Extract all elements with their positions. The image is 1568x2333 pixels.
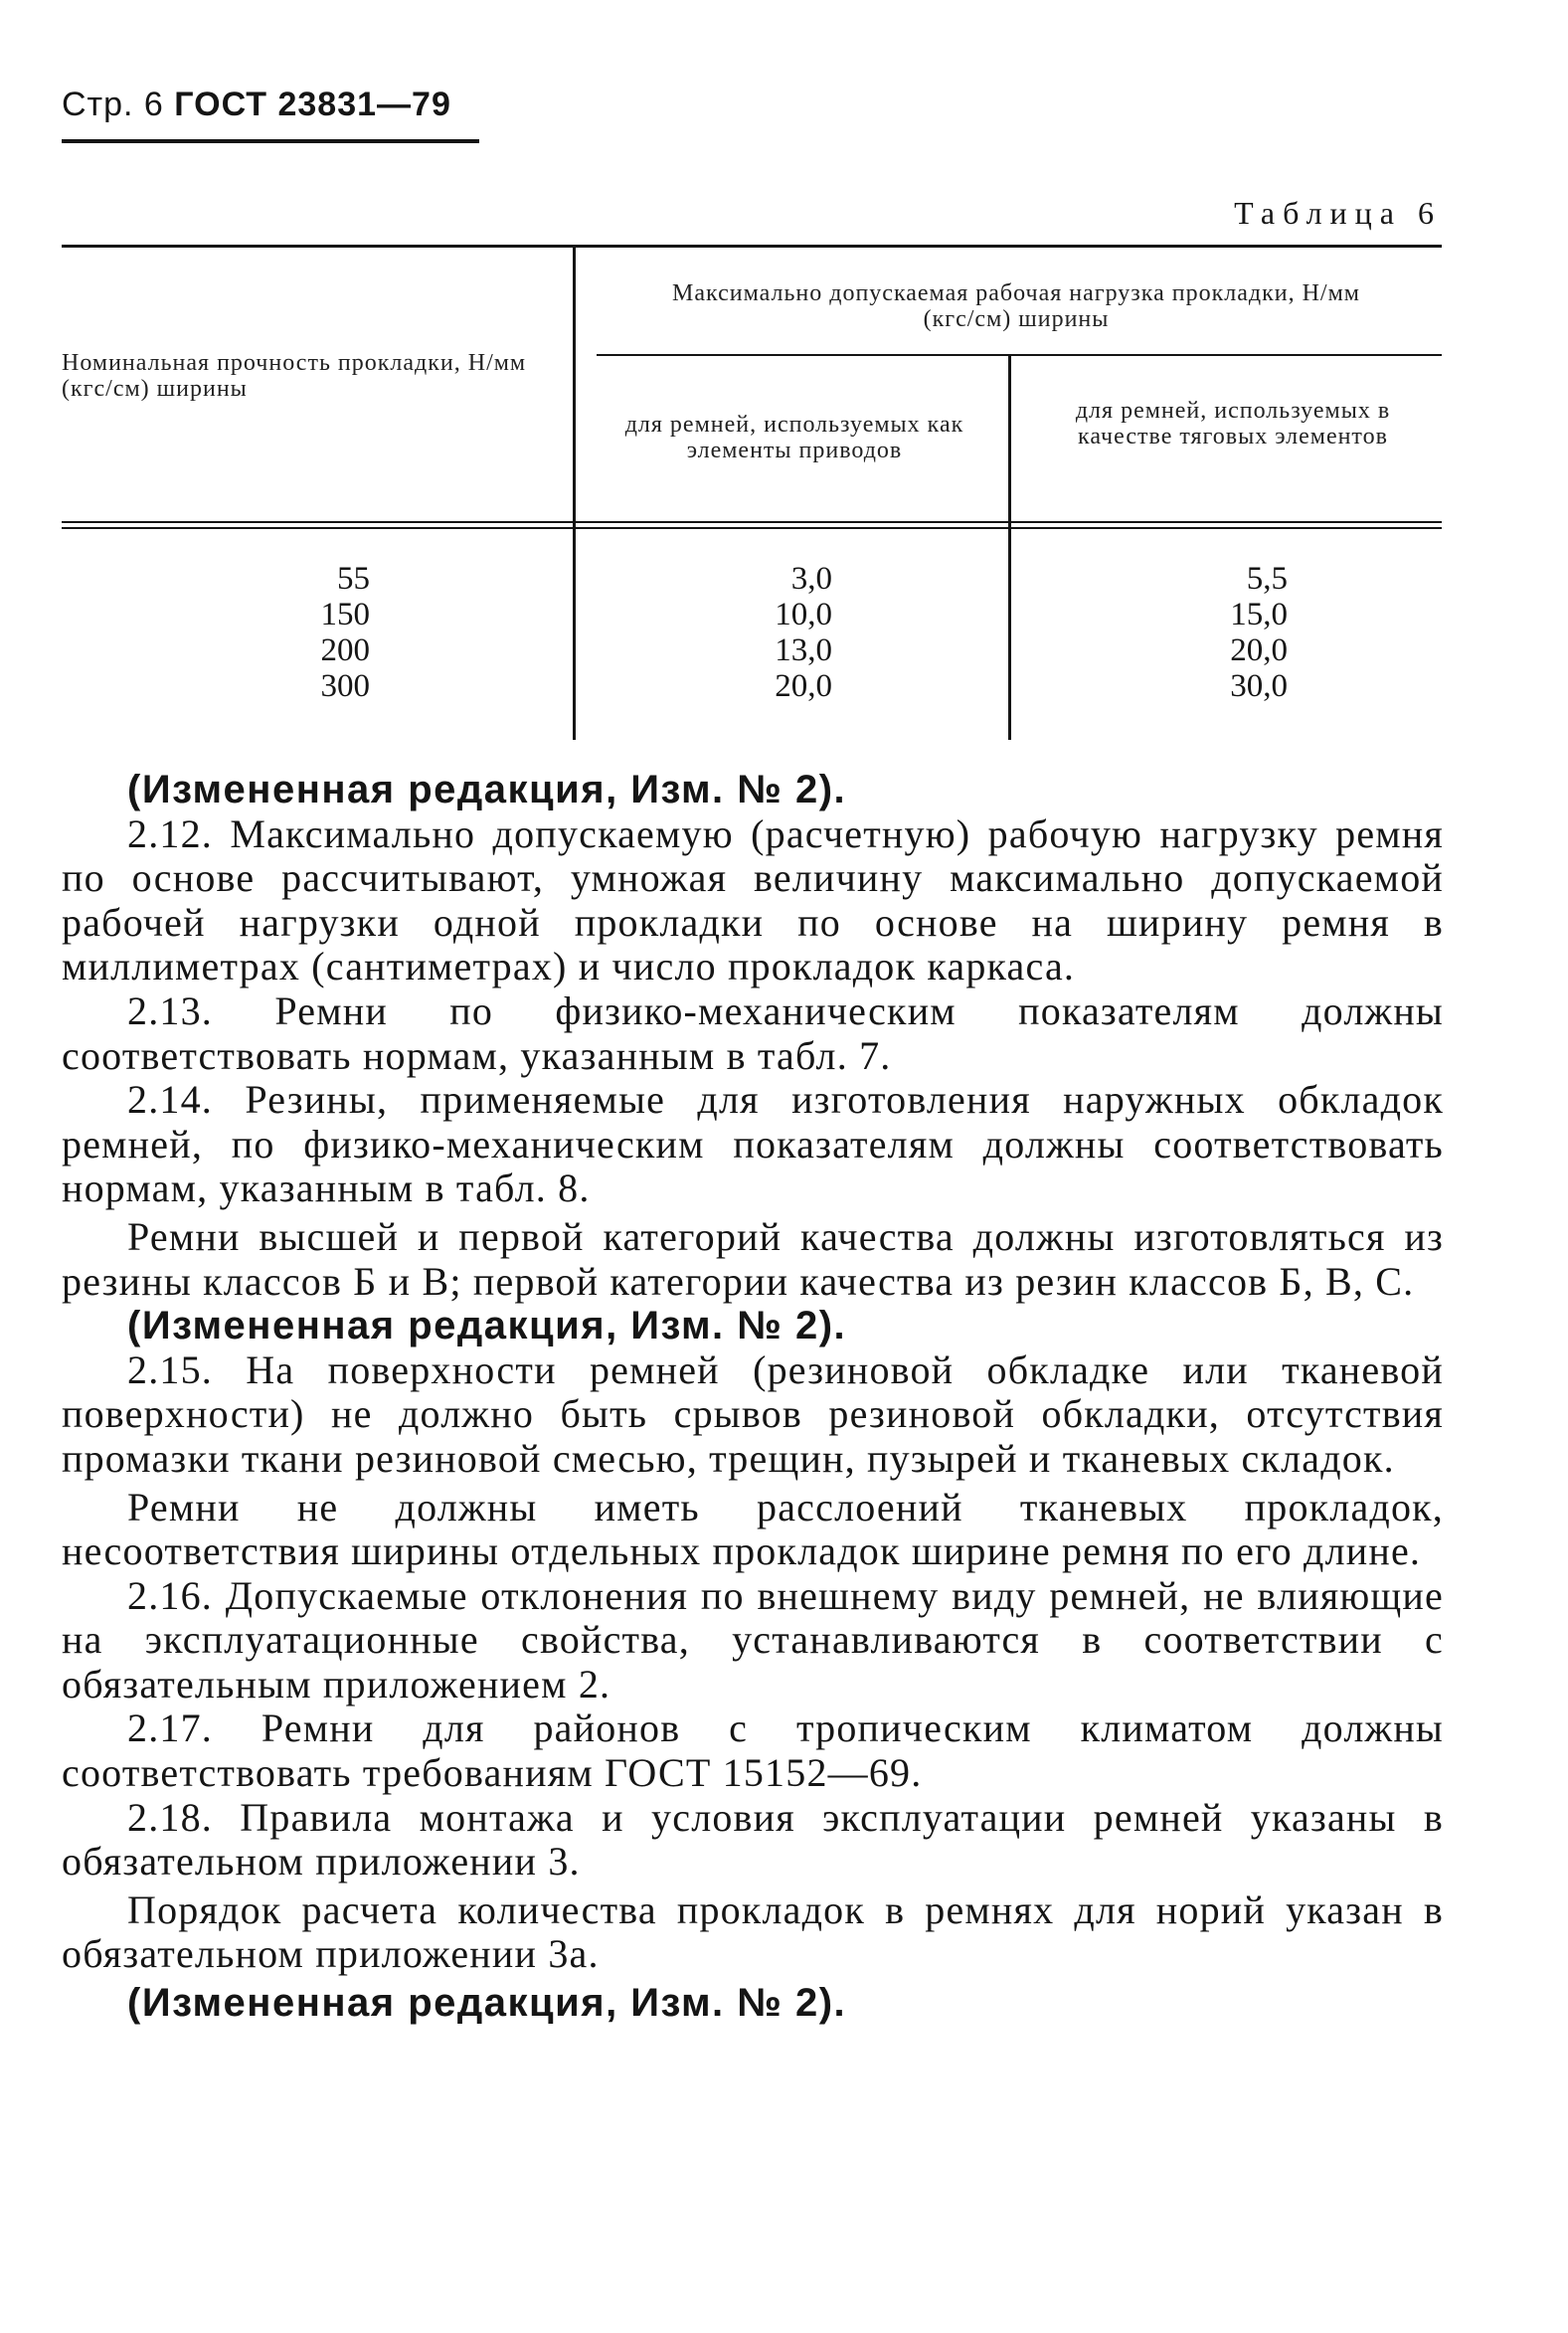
col-traction-header: для ремней, используемых в качестве тяговых элементов: [1075, 398, 1391, 449]
header-bottom-rule-1: [62, 521, 1442, 523]
paragraph-2-16: 2.16. Допускаемые отклонения по внешнему виду ремней, не влияющие на эксплуатационные свойства, устанавливаются в соответствии с обязательным приложением 2.: [62, 1572, 1444, 1706]
col-strength-values: [290, 561, 370, 704]
paragraph-2-14-categories: Ремни высшей и первой категорий качества должны изготовляться из резины классов Б и В; первой категории качества из резин классов Б, В, С.: [62, 1213, 1444, 1304]
table-cell-traction: 30,0: [1230, 668, 1288, 704]
edit-note: (Измененная редакция, Изм. № 2).: [127, 1304, 847, 1348]
body-text: [62, 768, 1444, 2026]
paragraph-2-17: 2.17. Ремни для районов с тропическим климатом должны соответствовать требованиям ГОСТ 15152—69.: [62, 1705, 1444, 1796]
col-strength-header: Номинальная прочность прокладки, Н/мм (кгс/см) ширины: [62, 350, 527, 402]
col-drive-header: для ремней, используемых как элементы приводов: [624, 412, 964, 463]
table-cell-strength: 200: [320, 632, 370, 668]
table-cell-drive: 13,0: [775, 632, 832, 668]
col-traction-values: [1173, 561, 1288, 704]
table-cell-traction: 20,0: [1230, 632, 1288, 668]
paragraph-2-14: 2.14. Резины, применяемые для изготовления наружных обкладок ремней, по физико-механическим показателям должны соответствовать нормам, указанным в табл. 8.: [62, 1077, 1444, 1211]
group-header-rule: [597, 354, 1442, 356]
table-cell-traction: 15,0: [1230, 597, 1288, 632]
load-table: [62, 245, 1442, 740]
table-cell-strength: 55: [337, 561, 370, 597]
table-cell-strength: 150: [320, 597, 370, 632]
table-cell-traction: 5,5: [1246, 561, 1288, 597]
paragraph-2-15: 2.15. На поверхности ремней (резиновой обкладке или тканевой поверхности) не должно быть срывов резиновой обкладки, отсутствия промазки ткани резиновой смесью, трещин, пузырей и тканевых складок.: [62, 1346, 1444, 1481]
paragraph-2-13: 2.13. Ремни по физико-механическим показателям должны соответствовать нормам, указанным в табл. 7.: [62, 987, 1444, 1078]
header-bottom-rule-2: [62, 527, 1442, 529]
group-header: Максимально допускаемая рабочая нагрузка прокладки, Н/мм (кгс/см) ширины: [672, 280, 1360, 332]
edit-note: (Измененная редакция, Изм. № 2).: [127, 1981, 847, 2026]
table-divider-2: [1008, 356, 1011, 740]
col-drive-values: [718, 561, 832, 704]
table-caption: Таблица 6: [1234, 195, 1442, 231]
table-top-rule: [62, 245, 1442, 248]
table-divider-1: [573, 245, 576, 740]
table-cell-strength: 300: [320, 668, 370, 704]
table-cell-drive: 10,0: [775, 597, 832, 632]
paragraph-2-15-layers: Ремни не должны иметь расслоений тканевых прокладок, несоответствия ширины отдельных прокладок ширине ремня по его длине.: [62, 1484, 1444, 1574]
page-number: Стр. 6: [62, 86, 164, 123]
page-header: [62, 86, 451, 124]
paragraph-2-12: 2.12. Максимально допускаемую (расчетную) рабочую нагрузку ремня по основе рассчитывают, умножая величину максимально допускаемой рабочей нагрузки одной прокладки по основе на ширину ремня в миллиметрах (сантиметрах) и число прокладок каркаса.: [62, 810, 1444, 989]
table-cell-drive: 20,0: [775, 668, 832, 704]
table-cell-drive: 3,0: [790, 561, 832, 597]
standard-number: ГОСТ 23831—79: [174, 86, 451, 123]
edit-note: (Измененная редакция, Изм. № 2).: [127, 768, 847, 811]
header-rule: [62, 139, 479, 143]
paragraph-2-18-calculation: Порядок расчета количества прокладок в ремнях для норий указан в обязательном приложении 3а.: [62, 1886, 1444, 1977]
paragraph-2-18: 2.18. Правила монтажа и условия эксплуатации ремней указаны в обязательном приложении 3.: [62, 1794, 1444, 1884]
